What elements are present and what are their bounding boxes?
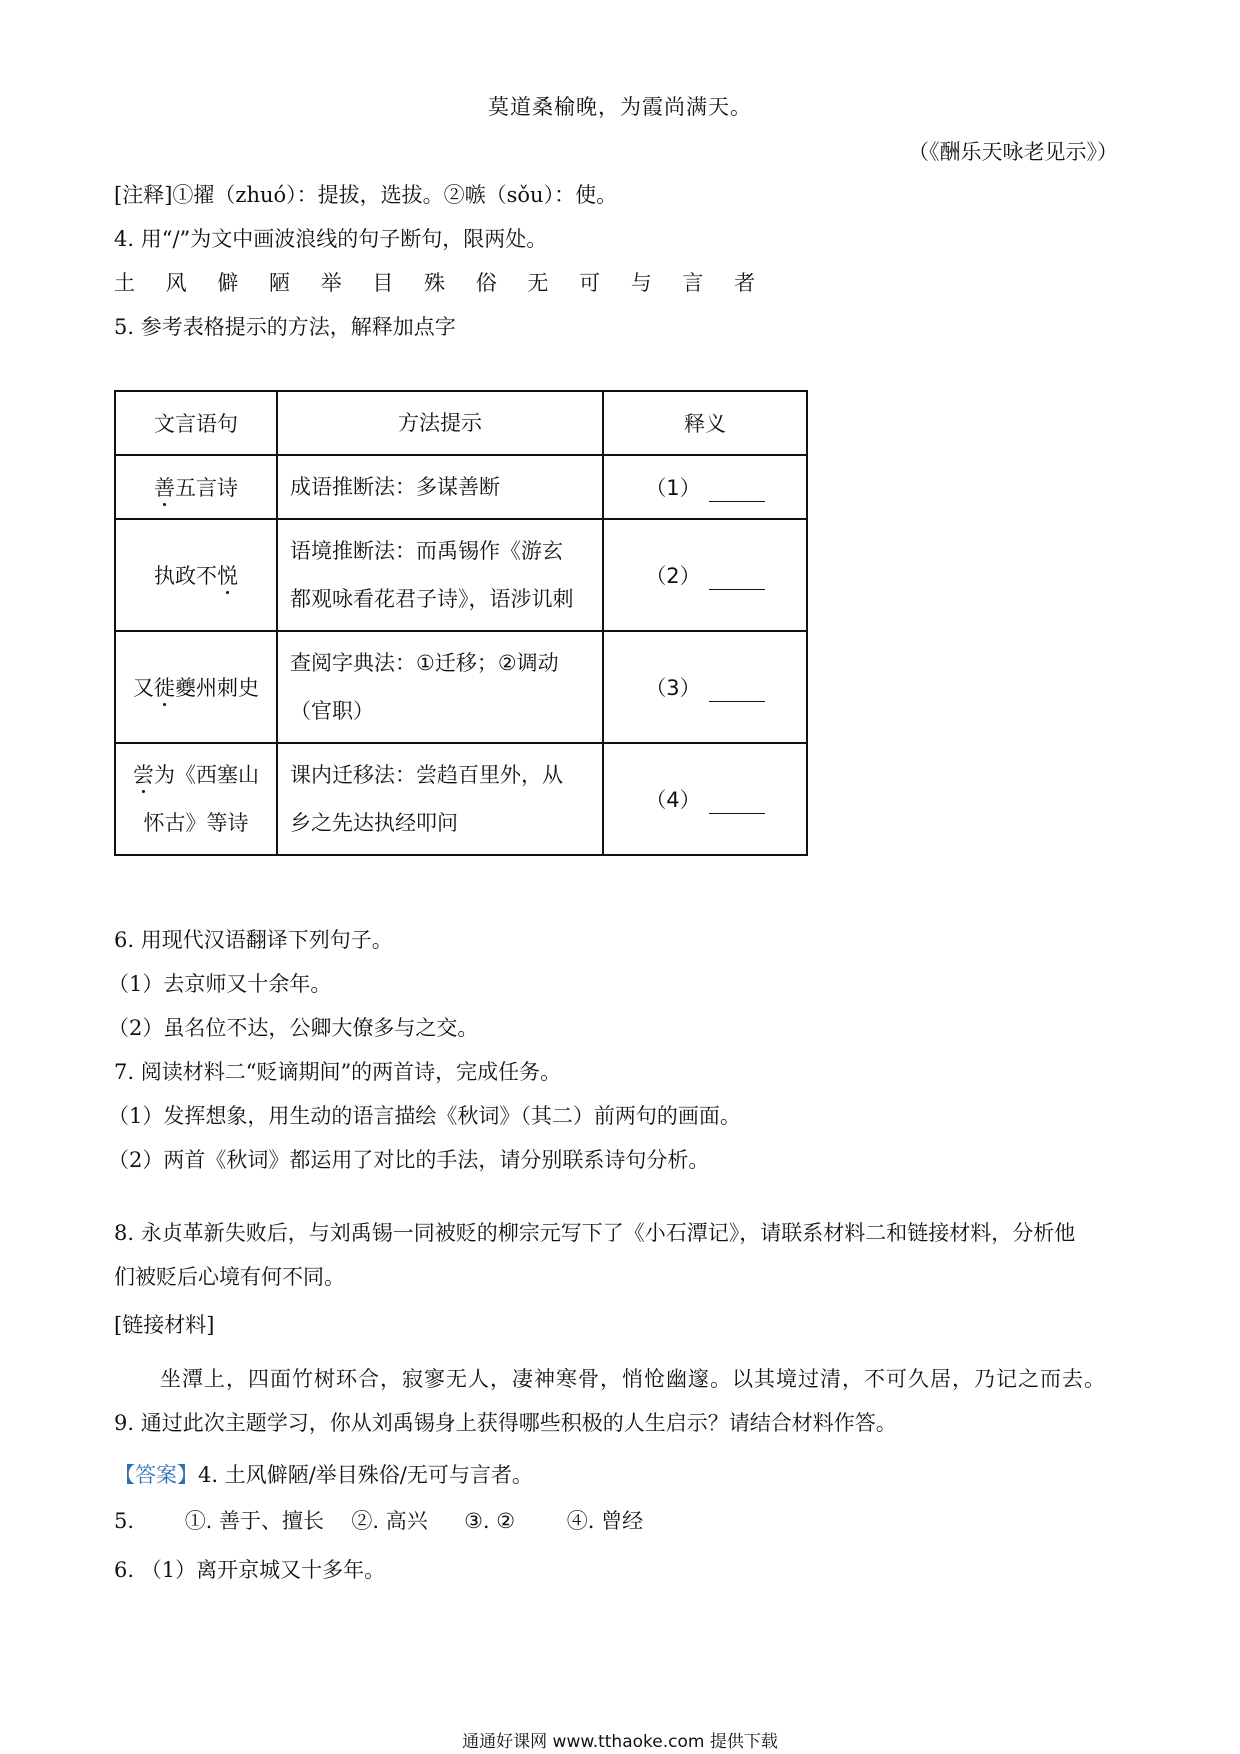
answer-5-item: ②. 高兴 [351, 1509, 428, 1533]
table-row [115, 743, 807, 855]
header-method: 方法提示 [277, 391, 603, 455]
annotation-note: [注释]①擢（zhuó）：提拔，选拔。②嗾（sǒu）：使。 [114, 183, 618, 207]
question-6-prompt: 6. 用现代汉语翻译下列句子。 [114, 928, 393, 952]
question-7-item-1: （1）发挥想象，用生动的语言描绘《秋词》（其二）前两句的画面。 [108, 1104, 741, 1128]
answer-4: 【答案】4. 土风僻陋/举目殊俗/无可与言者。 [114, 1463, 533, 1487]
answer-5-item: ③. ② [464, 1509, 516, 1533]
question-4-sentence: 土 风 僻 陋 举 目 殊 俗 无 可 与 言 者 [114, 271, 768, 295]
dotted-char: 善 [154, 476, 175, 500]
row-method: 成语推断法：多谋善断 [277, 455, 603, 519]
answer-5-item: ④. 曾经 [566, 1509, 644, 1533]
row-method: 课内迁移法：尝趋百里外，从 乡之先达执经叩问 [277, 743, 603, 855]
answer-blank[interactable] [709, 679, 765, 702]
table-row [115, 631, 807, 743]
table-header-row [115, 391, 807, 455]
question-6-item-1: （1）去京师又十余年。 [108, 972, 332, 996]
row-sentence: 又徙夔州刺史 [115, 631, 277, 743]
answer-blank[interactable] [709, 567, 765, 590]
method-table [114, 390, 808, 856]
question-4-prompt: 4. 用“/”为文中画波浪线的句子断句，限两处。 [114, 227, 548, 251]
question-7-prompt: 7. 阅读材料二“贬谪期间”的两首诗，完成任务。 [114, 1060, 562, 1084]
row-sentence: 尝为《西塞山 怀古》等诗 [115, 743, 277, 855]
question-9-prompt: 9. 通过此次主题学习，你从刘禹锡身上获得哪些积极的人生启示？请结合材料作答。 [114, 1411, 897, 1435]
row-answer: （4） [603, 743, 807, 855]
table-row [115, 519, 807, 631]
answer-5-item: ①. 善于、擅长 [184, 1509, 325, 1533]
row-sentence: 执政不悦 [115, 519, 277, 631]
row-method: 查阅字典法：①迁移；②调动 （官职） [277, 631, 603, 743]
question-5-prompt: 5. 参考表格提示的方法，解释加点字 [114, 315, 456, 339]
question-8-line-2: 们被贬后心境有何不同。 [114, 1265, 345, 1289]
row-answer: （2） [603, 519, 807, 631]
answer-blank[interactable] [709, 479, 765, 502]
link-material-label: [链接材料] [114, 1313, 215, 1337]
answer-blank[interactable] [709, 791, 765, 814]
link-material-text: 坐潭上，四面竹树环合，寂寥无人，凄神寒骨，悄怆幽邃。以其境过清，不可久居，乃记之而去。 [160, 1367, 1106, 1391]
header-meaning: 释义 [603, 391, 807, 455]
dotted-char: 悦 [217, 564, 238, 588]
poem-source: （《酬乐天咏老见示》） [908, 140, 1118, 164]
question-8-line-1: 8. 永贞革新失败后，与刘禹锡一同被贬的柳宗元写下了《小石潭记》，请联系材料二和链接材料，分析他 [114, 1221, 1076, 1245]
table-row [115, 455, 807, 519]
question-6-item-2: （2）虽名位不达，公卿大僚多与之交。 [108, 1016, 479, 1040]
answer-tag: 【答案】 [114, 1463, 198, 1487]
dotted-char: 尝 [133, 763, 154, 787]
footer-credit: 通通好课网 www.tthaoke.com 提供下载 [462, 1732, 778, 1752]
row-sentence: 善五言诗 [115, 455, 277, 519]
question-7-item-2: （2）两首《秋词》都运用了对比的手法，请分别联系诗句分析。 [108, 1148, 710, 1172]
answer-5: 5. ①. 善于、擅长 ②. 高兴 ③. ② ④. 曾经 [114, 1506, 643, 1536]
dotted-char: 徙 [154, 676, 175, 700]
answer-6: 6. （1）离开京城又十多年。 [114, 1558, 386, 1582]
row-method: 语境推断法：而禹锡作《游玄 都观咏看花君子诗》，语涉讥刺 [277, 519, 603, 631]
row-answer: （1） [603, 455, 807, 519]
poem-last-line: 莫道桑榆晚，为霞尚满天。 [488, 95, 752, 119]
header-sentence: 文言语句 [115, 391, 277, 455]
row-answer: （3） [603, 631, 807, 743]
